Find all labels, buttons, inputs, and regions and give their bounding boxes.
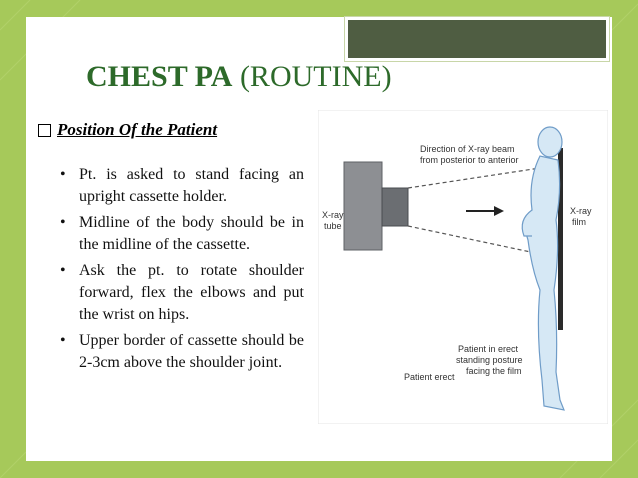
title-rest: (ROUTINE): [232, 60, 392, 93]
bullet-item: • Upper border of cassette should be 2-3cm above the shoulder joint.: [60, 330, 304, 374]
checkbox-bullet-icon: [38, 124, 51, 137]
header-bar: [345, 17, 609, 61]
bullet-item: • Pt. is asked to stand facing an upright cassette holder.: [60, 164, 304, 208]
title-bold: CHEST PA: [86, 60, 233, 93]
patient-erect-label: Patient erect: [404, 372, 455, 382]
film-label-2: film: [572, 217, 586, 227]
patient-posture-label-1: Patient in erect: [458, 344, 519, 354]
slide-title: [86, 60, 392, 94]
xray-positioning-diagram: [318, 110, 608, 424]
patient-posture-label-3: facing the film: [466, 366, 522, 376]
film-label-1: X-ray: [570, 206, 592, 216]
beam-direction-label-2: from posterior to anterior: [420, 155, 519, 165]
section-heading-text: Position Of the Patient: [57, 120, 218, 139]
section-heading: [38, 120, 217, 140]
beam-direction-label-1: Direction of X-ray beam: [420, 144, 515, 154]
bullet-list: [60, 164, 304, 378]
bullet-item: • Ask the pt. to rotate shoulder forward, flex the elbows and put the wrist on hips.: [60, 260, 304, 326]
tube-label-1: X-ray: [322, 210, 344, 220]
xray-tube-nozzle: [382, 188, 408, 226]
patient-posture-label-2: standing posture: [456, 355, 523, 365]
bullet-item: • Midline of the body should be in the midline of the cassette.: [60, 212, 304, 256]
tube-label-2: tube: [324, 221, 342, 231]
xray-tube-housing: [344, 162, 382, 250]
